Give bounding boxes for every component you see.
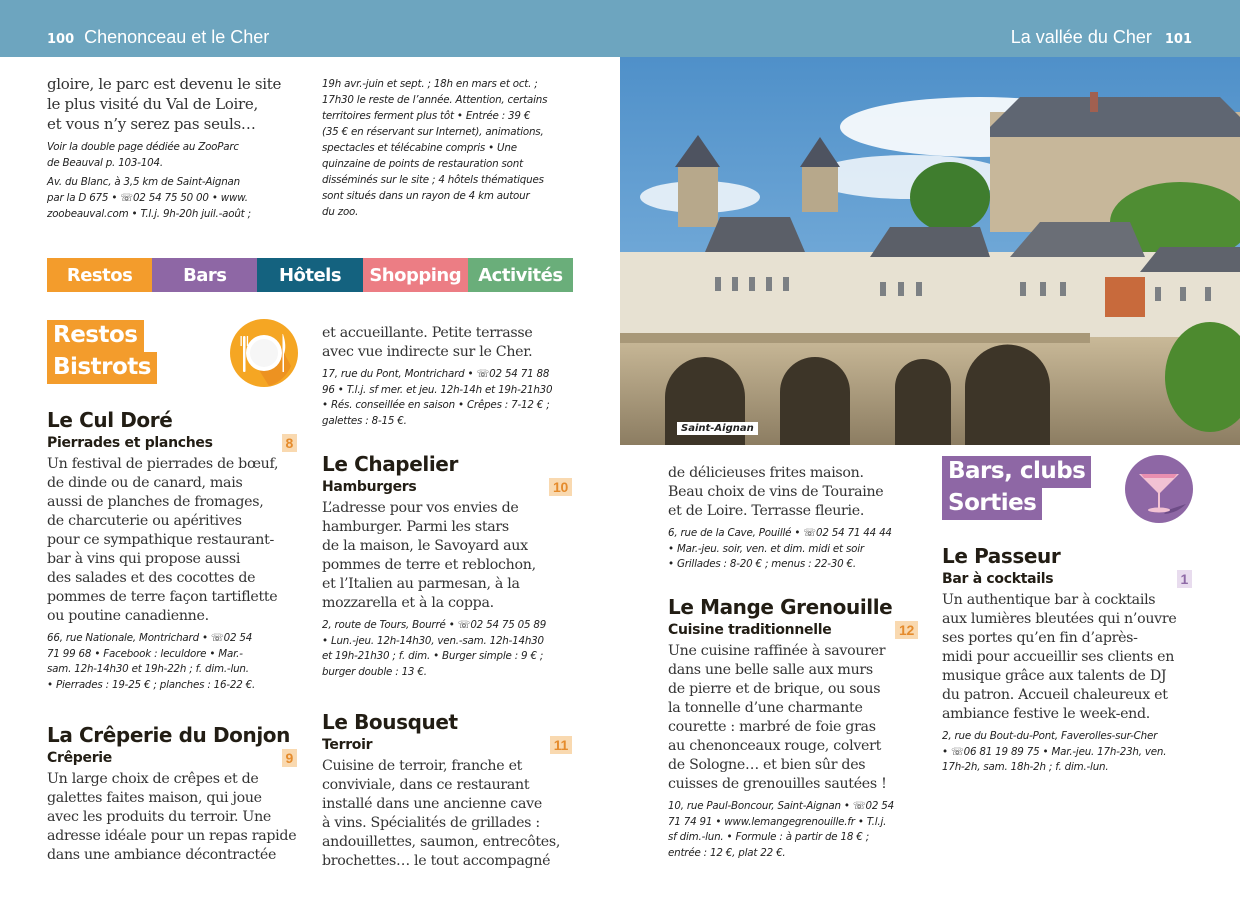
- entry-practical-info: 10, rue Paul-Boncour, Saint-Aignan • ☏02 54 71 74 91 • www.lemangegrenouille.fr • T.l.j. sf dim.-lun. • Formule : à partir de 18 € ; entrée : 12 €, plat 22 €.: [668, 800, 895, 859]
- left-chapter-title: Chenonceau et le Cher: [84, 27, 270, 47]
- map-marker-badge: 1: [1177, 570, 1193, 588]
- photo-caption: Saint-Aignan: [677, 422, 758, 435]
- entry-practical-info: 6, rue de la Cave, Pouillé • ☏02 54 71 44 44 • Mar.-jeu. soir, ven. et dim. midi et soir • Grillades : 8-20 € ; menus : 22-30 €.: [668, 527, 892, 570]
- section-title-restos-bistrots: Restos Bistrots: [47, 320, 157, 384]
- entry-la-creperie-du-donjon: [47, 722, 297, 865]
- entry-type: Terroir 11: [322, 735, 572, 755]
- section-title-bars-clubs-sorties: Bars, clubs Sorties: [942, 456, 1091, 520]
- category-tabs: [47, 258, 573, 292]
- right-page-number: 101: [1164, 32, 1192, 47]
- left-running-header: [47, 27, 269, 48]
- zoo-see-also: Voir la double page dédiée au ZooParc de Beauval p. 103-104.: [47, 141, 239, 169]
- zoo-text-column-2: 19h avr.-juin et sept. ; 18h en mars et oct. ; 17h30 le reste de l’année. Attention, certains territoires ferment plus tôt • Entrée : 39 € (35 € en réservant sur Internet), animations, spectacles et télécabine compris • Une quinzaine de points de restauration sont disséminés sur le site ; 4 hôtels thématiques sont situés dans un rayon de 4 km autour du zoo.: [322, 78, 548, 218]
- zoo-serif-text: gloire, le parc est devenu le site le plus visité du Val de Loire, et vous n’y serez pas seuls…: [47, 75, 282, 133]
- entry-description: Un authentique bar à cocktails aux lumières bleutées qui n’ouvre ses portes qu’en fin d’après- midi pour accueillir ses clients en musique grâce aux talents de DJ du patron. Accueil chaleureux et ambiance festive le week-end.: [942, 592, 1177, 722]
- entry-practical-info: 17, rue du Pont, Montrichard • ☏02 54 71 88 96 • T.l.j. sf mer. et jeu. 12h-14h et 19h-21h30 • Rés. conseillée en saison • Crêpes : 7-12 € ; galettes : 8-15 €.: [322, 368, 553, 427]
- entry-le-cul-dore: [47, 407, 297, 693]
- entry-name: La Crêperie du Donjon: [47, 723, 290, 747]
- map-marker-badge: 9: [282, 749, 298, 767]
- entry-le-bousquet-continued: [668, 462, 918, 573]
- entry-name: Le Mange Grenouille: [668, 595, 893, 619]
- entry-name: Le Chapelier: [322, 452, 458, 476]
- zoo-text-column-1: [47, 74, 297, 222]
- entry-practical-info: 2, rue du Bout-du-Pont, Faverolles-sur-Cher • ☏06 81 19 89 75 • Mar.-jeu. 17h-23h, ven. 17h-2h, sam. 18h-2h ; f. dim.-lun.: [942, 730, 1167, 773]
- entry-le-bousquet: [322, 709, 572, 871]
- entry-description: Un large choix de crêpes et de galettes faites maison, qui joue avec les produits du terroir. Une adresse idéale pour un repas rapide dans une ambiance décontractée: [47, 771, 297, 863]
- entry-le-chapelier: [322, 451, 572, 680]
- entry-type: Pierrades et planches 8: [47, 433, 297, 453]
- tab-shopping[interactable]: Shopping: [363, 258, 468, 292]
- tab-restos[interactable]: Restos: [47, 258, 152, 292]
- entry-description-continued: de délicieuses frites maison. Beau choix de vins de Touraine et de Loire. Terrasse fleurie.: [668, 465, 884, 519]
- entry-description-continued: et accueillante. Petite terrasse avec vue indirecte sur le Cher.: [322, 325, 533, 360]
- entry-type: Cuisine traditionnelle 12: [668, 620, 918, 640]
- tab-hotels[interactable]: Hôtels: [257, 258, 362, 292]
- entry-description: Une cuisine raffinée à savourer dans une belle salle aux murs de pierre et de brique, ou sous la tonnelle d’une charmante courette : marbré de foie gras au chenonceaux rouge, colvert de Sologne… et bien sûr des cuisses de grenouilles sautées !: [668, 643, 887, 792]
- map-marker-badge: 11: [550, 736, 572, 754]
- map-marker-badge: 10: [549, 478, 572, 496]
- tab-bars[interactable]: Bars: [152, 258, 257, 292]
- entry-type: Bar à cocktails 1: [942, 569, 1192, 589]
- entry-name: Le Bousquet: [322, 710, 458, 734]
- entry-description: L’adresse pour vos envies de hamburger. Parmi les stars de la maison, le Savoyard aux pommes de terre et reblochon, et l’Italien au parmesan, à la mozzarella et à la coppa.: [322, 500, 536, 611]
- entry-le-passeur: [942, 543, 1192, 776]
- cocktail-glass-icon: [1124, 454, 1194, 524]
- zoo-practical-info: Av. du Blanc, à 3,5 km de Saint-Aignan par la D 675 • ☏02 54 75 50 00 • www. zoobeauval.com • T.l.j. 9h-20h juil.-août ;: [47, 176, 251, 220]
- entry-le-mange-grenouille: [668, 594, 918, 861]
- entry-practical-info: 2, route de Tours, Bourré • ☏02 54 75 05 89 • Lun.-jeu. 12h-14h30, ven.-sam. 12h-14h30 et 19h-21h30 ; f. dim. • Burger simple : 9 € ; burger double : 13 €.: [322, 619, 547, 678]
- entry-description: Cuisine de terroir, franche et conviviale, dans ce restaurant installé dans une ancienne cave à vins. Spécialités de grillades : andouillettes, saumon, entrecôtes, brochettes… le tout accompagné: [322, 758, 561, 869]
- entry-name: Le Cul Doré: [47, 408, 173, 432]
- entry-practical-info: 66, rue Nationale, Montrichard • ☏02 54 71 99 68 • Facebook : leculdore • Mar.- sam. 12h-14h30 et 19h-22h ; f. dim.-lun. • Pierrades : 19-25 € ; planches : 16-22 €.: [47, 632, 256, 691]
- plate-cutlery-icon: [229, 318, 299, 388]
- photo-saint-aignan: [620, 57, 1240, 445]
- entry-type: Hamburgers 10: [322, 477, 572, 497]
- right-running-header: [1011, 27, 1192, 48]
- entry-la-creperie-du-donjon-continued: [322, 322, 572, 429]
- left-page-number: 100: [47, 32, 75, 47]
- entry-name: Le Passeur: [942, 544, 1061, 568]
- map-marker-badge: 12: [895, 621, 918, 639]
- tab-activites[interactable]: Activités: [468, 258, 573, 292]
- entry-type: Crêperie 9: [47, 748, 297, 768]
- map-marker-badge: 8: [282, 434, 298, 452]
- entry-description: Un festival de pierrades de bœuf, de dinde ou de canard, mais aussi de planches de fromages, de charcuterie ou apéritives pour ce sympathique restaurant- bar à vins qui propose aussi des salades et des cocottes de pommes de terre façon tartiflette ou poutine canadienne.: [47, 456, 279, 624]
- right-chapter-title: La vallée du Cher: [1010, 27, 1152, 47]
